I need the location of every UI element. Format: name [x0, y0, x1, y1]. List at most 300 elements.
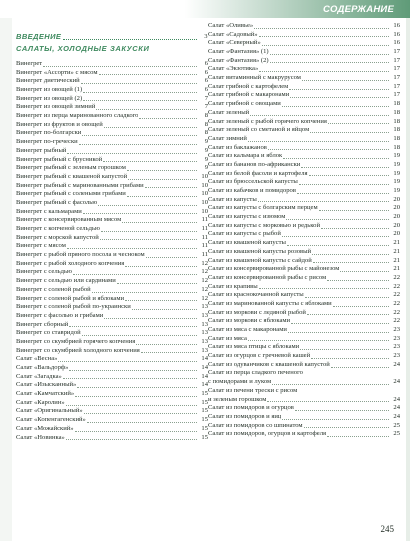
toc-entry-page: 14 — [201, 381, 208, 389]
toc-entry[interactable] — [208, 118, 400, 127]
toc-entry[interactable] — [208, 300, 400, 309]
dot-leader — [319, 210, 389, 211]
toc-entry[interactable] — [16, 216, 208, 225]
toc-entry-title: Салат из капусты с изюмом — [208, 213, 286, 221]
toc-entry-title: Салат из кабачков и помидоров — [208, 187, 296, 195]
toc-entry[interactable] — [16, 260, 208, 269]
toc-intro-title: ВВЕДЕНИЕ — [16, 32, 62, 41]
toc-entry-page: 16 — [393, 30, 400, 38]
toc-entry-title: Салат «Загадка» — [16, 372, 62, 380]
toc-entry-page: 18 — [393, 100, 400, 108]
toc-entry-page: 25 — [393, 430, 400, 438]
toc-entry-title: Салат зеленый — [208, 108, 250, 116]
toc-entry[interactable] — [16, 164, 208, 173]
toc-entry-title-continued: с помидорами и луком — [208, 378, 272, 386]
toc-entry[interactable] — [16, 234, 208, 243]
toc-entry-page: 14 — [201, 372, 208, 380]
dot-leader — [103, 161, 197, 162]
dot-leader — [290, 97, 389, 98]
toc-entry[interactable] — [16, 130, 208, 139]
dot-leader — [63, 39, 197, 40]
toc-entry[interactable] — [16, 364, 208, 373]
toc-entry-title: Салат витаминный с макрурусом — [208, 74, 301, 82]
toc-entry-page: 15 — [201, 416, 208, 424]
dot-leader — [300, 349, 389, 350]
toc-entry[interactable] — [208, 413, 400, 422]
dot-leader — [43, 66, 197, 67]
dot-leader — [66, 439, 197, 440]
toc-entry[interactable] — [16, 199, 208, 208]
toc-entry[interactable] — [208, 317, 400, 326]
dot-leader — [283, 158, 389, 159]
dot-leader — [288, 332, 389, 333]
toc-entry[interactable] — [208, 248, 400, 257]
dot-leader — [286, 219, 389, 220]
toc-entry[interactable] — [208, 404, 400, 413]
dot-leader — [311, 358, 389, 359]
toc-entry[interactable] — [16, 355, 208, 364]
toc-entry-title: Салат из помидоров и яиц — [208, 412, 282, 420]
toc-entry[interactable] — [16, 173, 208, 182]
toc-entry[interactable] — [16, 434, 208, 443]
toc-entry-page: 19 — [393, 152, 400, 160]
toc-entry-title: Винегрет рыбный с маринованными грибами — [16, 181, 144, 189]
dot-leader — [127, 196, 197, 197]
dot-leader — [96, 109, 197, 110]
toc-entry[interactable] — [208, 161, 400, 170]
toc-entry-title: Салат «Фантазия» (1) — [208, 48, 269, 56]
toc-entry-title: Салат из крапивы — [208, 282, 258, 290]
toc-entry-title: Салат «Садовый» — [208, 30, 258, 38]
toc-entry[interactable] — [208, 65, 400, 74]
dot-leader — [81, 83, 197, 84]
toc-entry[interactable] — [16, 251, 208, 260]
toc-entry-title: Винегрет из перца маринованного сладкого — [16, 112, 139, 120]
toc-entry-page: 25 — [393, 421, 400, 429]
dot-leader — [83, 100, 197, 101]
dot-leader — [117, 283, 197, 284]
toc-entry[interactable] — [16, 156, 208, 165]
dot-leader — [141, 352, 197, 353]
toc-entry-page: 23 — [393, 326, 400, 334]
toc-entry[interactable] — [208, 257, 400, 266]
dot-leader — [327, 436, 389, 437]
toc-entry[interactable] — [16, 225, 208, 234]
dot-leader — [67, 248, 197, 249]
toc-entry-continuation[interactable] — [208, 396, 400, 405]
dot-leader — [136, 344, 197, 345]
dot-leader — [307, 314, 389, 315]
dot-leader — [101, 231, 197, 232]
toc-entry-page: 21 — [393, 247, 400, 255]
toc-entry-page: 9 — [204, 146, 208, 154]
dot-leader — [327, 280, 389, 281]
toc-entry-page: 22 — [393, 291, 400, 299]
toc-entry[interactable] — [16, 416, 208, 425]
dot-leader — [69, 370, 197, 371]
toc-entry-page: 10 — [201, 190, 208, 198]
toc-entry-title: Салат зеленый со сметаной и яйцом — [208, 126, 310, 134]
toc-entry-title: Салат из брюссельской капусты — [208, 178, 298, 186]
dot-leader — [309, 175, 389, 176]
dot-leader — [331, 367, 389, 368]
dot-leader — [104, 127, 197, 128]
dot-leader — [291, 323, 389, 324]
toc-entry[interactable] — [208, 57, 400, 66]
toc-entry-page: 16 — [393, 39, 400, 47]
toc-entry[interactable] — [208, 430, 400, 439]
toc-entry[interactable] — [16, 112, 208, 121]
toc-entry[interactable] — [208, 370, 400, 379]
dot-leader — [77, 387, 197, 388]
toc-entry[interactable] — [208, 343, 400, 352]
toc-entry-title: Винегрет из фруктов и овощей — [16, 120, 103, 128]
toc-entry[interactable] — [208, 74, 400, 83]
toc-entry[interactable] — [208, 196, 400, 205]
dot-leader — [312, 254, 389, 255]
dot-leader — [122, 222, 197, 223]
toc-entry-title: Салат «Северный» — [208, 39, 261, 47]
dot-leader — [92, 292, 197, 293]
toc-entry-page: 12 — [201, 277, 208, 285]
toc-entry[interactable] — [208, 31, 400, 40]
dot-leader — [282, 106, 389, 107]
toc-left-column — [16, 32, 208, 442]
toc-entry[interactable] — [208, 178, 400, 187]
toc-entry-page: 18 — [393, 108, 400, 116]
toc-entry-page: 13 — [201, 311, 208, 319]
toc-entry[interactable] — [208, 83, 400, 92]
dot-leader — [83, 92, 197, 93]
toc-right-column — [208, 22, 400, 439]
dot-leader — [73, 274, 197, 275]
toc-entry-page: 24 — [393, 360, 400, 368]
dot-leader — [270, 62, 389, 63]
toc-entry[interactable] — [208, 170, 400, 179]
toc-entry[interactable] — [208, 283, 400, 292]
toc-entry[interactable] — [16, 303, 208, 312]
toc-entry-title: Салат из квашеной капусты с сайдой — [208, 256, 312, 264]
toc-entry-title: Салат грибной с картофелем — [208, 82, 289, 90]
toc-entry-page: 22 — [393, 299, 400, 307]
toc-entry[interactable] — [208, 204, 400, 213]
toc-entry-title: Салат из мяса с макаронами — [208, 326, 287, 334]
dot-leader — [302, 80, 389, 81]
toc-entry[interactable] — [16, 208, 208, 217]
toc-entry[interactable] — [208, 361, 400, 370]
toc-entry[interactable] — [16, 286, 208, 295]
dot-leader — [248, 141, 389, 142]
toc-entry-page: 9 — [204, 155, 208, 163]
toc-entry-title: Винегрет по-болгарски — [16, 129, 82, 137]
toc-entry-page: 13 — [201, 320, 208, 328]
toc-entry[interactable] — [16, 121, 208, 130]
toc-entry-page: 13 — [201, 346, 208, 354]
toc-entry-page: 12 — [201, 285, 208, 293]
toc-entry-title: Салат «Оливье» — [208, 21, 254, 29]
toc-entry[interactable] — [16, 103, 208, 112]
toc-entry-page: 11 — [201, 233, 208, 241]
toc-entry[interactable] — [16, 373, 208, 382]
dot-leader — [305, 297, 389, 298]
toc-entry-page: 10 — [201, 172, 208, 180]
toc-entry-title: Винегрет с сельдью — [16, 268, 72, 276]
toc-entry-page: 19 — [393, 169, 400, 177]
toc-entry[interactable] — [16, 295, 208, 304]
toc-entry[interactable] — [208, 100, 400, 109]
toc-entry[interactable] — [208, 309, 400, 318]
toc-entry[interactable] — [208, 291, 400, 300]
toc-entry-page: 7 — [204, 94, 208, 102]
toc-entry[interactable] — [16, 77, 208, 86]
toc-entry-title: Винегрет рыбный с брусникой — [16, 155, 103, 163]
toc-entry[interactable] — [208, 222, 400, 231]
toc-entry-title: Салат из краснокочанной капусты — [208, 291, 304, 299]
toc-entry-title: Салат из помидоров со шпинатом — [208, 421, 303, 429]
toc-entry-page: 23 — [393, 343, 400, 351]
dot-leader — [301, 167, 389, 168]
toc-entry-page: 8 — [204, 112, 208, 120]
toc-intro-entry[interactable] — [16, 32, 208, 42]
dot-leader — [100, 239, 197, 240]
toc-entry[interactable] — [208, 239, 400, 248]
toc-entry[interactable] — [208, 274, 400, 283]
toc-entry-title: Винегрет с сельдью или сардинами — [16, 277, 116, 285]
toc-entry-title: Винегрет с кальмарами — [16, 207, 82, 215]
toc-entry[interactable] — [208, 326, 400, 335]
toc-entry-page: 17 — [393, 65, 400, 73]
toc-entry-page: 15 — [201, 433, 208, 441]
toc-entry-page: 13 — [201, 329, 208, 337]
toc-entry-page: 9 — [204, 138, 208, 146]
dot-leader — [99, 74, 197, 75]
toc-entry-title: Салат из мяса птицы с яблоками — [208, 343, 300, 351]
toc-entry[interactable] — [16, 269, 208, 278]
toc-entry-page: 17 — [393, 56, 400, 64]
toc-entry[interactable] — [16, 425, 208, 434]
toc-entry-title: Винегрет с мясом — [16, 242, 66, 250]
dot-leader — [69, 326, 197, 327]
dot-leader — [67, 153, 197, 154]
dot-leader — [139, 118, 197, 119]
dot-leader — [125, 300, 197, 301]
toc-entry-page: 21 — [393, 265, 400, 273]
toc-entry-title: Салат из моркови с яблоками — [208, 317, 291, 325]
toc-entry[interactable] — [208, 335, 400, 344]
toc-entry-title: Винегрет — [16, 59, 43, 67]
toc-entry-page: 9 — [204, 164, 208, 172]
toc-entry-title: Салат «Копенгагенский» — [16, 416, 86, 424]
toc-entry[interactable] — [16, 182, 208, 191]
dot-leader — [82, 135, 197, 136]
toc-entry[interactable] — [16, 147, 208, 156]
toc-entry-title: Салат из бананов по-африкански — [208, 160, 301, 168]
toc-entry-title: Винегрет с рыбой пряного посола и чесноком — [16, 251, 145, 259]
section-heading: САЛАТЫ, ХОЛОДНЫЕ ЗАКУСКИ — [16, 44, 150, 53]
toc-entry[interactable] — [208, 48, 400, 57]
dot-leader — [272, 384, 389, 385]
toc-entry[interactable] — [208, 39, 400, 48]
toc-entry-title: Винегрет диетический — [16, 77, 80, 85]
toc-entry-page: 10 — [201, 198, 208, 206]
dot-leader — [313, 262, 389, 263]
toc-entry-page: 20 — [393, 204, 400, 212]
toc-entry-page: 20 — [393, 195, 400, 203]
toc-entry-page: 22 — [393, 317, 400, 325]
toc-entry[interactable] — [208, 92, 400, 101]
toc-entry[interactable] — [208, 213, 400, 222]
toc-entry-page: 18 — [393, 143, 400, 151]
toc-entry-title: Салат из капусты — [208, 195, 257, 203]
toc-entry[interactable] — [208, 152, 400, 161]
toc-entry-title: Винегрет с соленой рыбой — [16, 285, 91, 293]
toc-entry[interactable] — [16, 312, 208, 321]
toc-entry[interactable] — [208, 231, 400, 240]
toc-entry-title: Салат «Изысканный» — [16, 381, 77, 389]
toc-entry-continuation[interactable] — [208, 378, 400, 387]
toc-entry-page: 17 — [393, 74, 400, 82]
toc-entry-page: 12 — [201, 268, 208, 276]
page-number: 245 — [380, 524, 394, 534]
toc-entry-title: Салат «Весна» — [16, 355, 58, 363]
toc-entry[interactable] — [16, 138, 208, 147]
dot-leader — [282, 236, 389, 237]
toc-entry[interactable] — [208, 187, 400, 196]
toc-entry-title: Салат из баклажанов — [208, 143, 267, 151]
toc-entry-title: Винегрет сборный — [16, 320, 69, 328]
toc-entry-title: Винегрет по-гречески — [16, 138, 78, 146]
toc-entry[interactable] — [16, 347, 208, 356]
dot-leader — [82, 335, 197, 336]
toc-entry-title: Салат зеленый с рыбой горячего копчения — [208, 117, 327, 125]
toc-entry[interactable] — [16, 399, 208, 408]
dot-leader — [328, 123, 389, 124]
toc-entry-title: Винегрет со ставридой — [16, 329, 81, 337]
toc-entry-title: Винегрет с рыбой холодного копчения — [16, 259, 125, 267]
toc-entry[interactable] — [16, 381, 208, 390]
toc-entry-title: Винегрет с морской капустой — [16, 233, 99, 241]
toc-entry-page: 10 — [201, 207, 208, 215]
toc-entry[interactable] — [16, 338, 208, 347]
toc-entry-page: 24 — [393, 378, 400, 386]
toc-entry-title: Винегрет из овощей (2) — [16, 94, 83, 102]
dot-leader — [295, 410, 389, 411]
toc-entry[interactable] — [208, 144, 400, 153]
toc-entry[interactable] — [208, 126, 400, 135]
toc-entry-page: 13 — [201, 303, 208, 311]
toc-entry[interactable] — [16, 321, 208, 330]
toc-entry-title: Салат из моркови с ледяной рыбой — [208, 308, 306, 316]
toc-entry-title: Салат из мяса — [208, 334, 247, 342]
toc-entry-page: 19 — [393, 178, 400, 186]
toc-entry-page: 6 — [204, 68, 208, 76]
toc-entry-page: 6 — [204, 77, 208, 85]
toc-entry[interactable] — [208, 265, 400, 274]
toc-entry-page: 21 — [393, 256, 400, 264]
toc-entry-title: Салат из белой фасоли и картофеля — [208, 169, 308, 177]
toc-entry-page: 18 — [393, 126, 400, 134]
toc-entry[interactable] — [208, 109, 400, 118]
toc-entry-page: 15 — [201, 407, 208, 415]
toc-entry[interactable] — [16, 86, 208, 95]
dot-leader — [282, 419, 389, 420]
toc-entry-page: 11 — [201, 242, 208, 250]
dot-leader — [310, 132, 389, 133]
toc-entry[interactable] — [16, 95, 208, 104]
toc-entry[interactable] — [208, 135, 400, 144]
toc-entry-title: Винегрет с соленой рыбой и яблоками — [16, 294, 125, 302]
toc-entry-page: 15 — [201, 424, 208, 432]
toc-entry-title: Салат из консервированной рыбы с рисом — [208, 273, 327, 281]
toc-entry-title: Салат «Новинка» — [16, 433, 65, 441]
toc-entry-title: Салат зимний — [208, 134, 247, 142]
toc-entry-title: Салат из маринованной капусты с яблоками — [208, 299, 332, 307]
toc-entry-page: 23 — [393, 352, 400, 360]
toc-entry-title: Винегрет из овощей зимний — [16, 103, 96, 111]
toc-entry-page: 11 — [201, 216, 208, 224]
toc-entry-page: 23 — [393, 334, 400, 342]
toc-entry-page: 21 — [393, 239, 400, 247]
toc-entry[interactable] — [16, 190, 208, 199]
toc-entry-title: Винегрет из овощей (1) — [16, 86, 83, 94]
toc-entry-page: 20 — [393, 221, 400, 229]
toc-entry[interactable] — [16, 329, 208, 338]
toc-entry-page: 24 — [393, 404, 400, 412]
toc-entry[interactable] — [16, 277, 208, 286]
toc-entry-title: Салат из печени трески с рисом — [208, 386, 298, 394]
dot-leader — [262, 45, 389, 46]
dot-leader — [145, 187, 197, 188]
toc-intro-page: 3 — [204, 33, 208, 40]
toc-entry[interactable] — [208, 387, 400, 396]
toc-entry-title: Салат из перца сладкого печеного — [208, 369, 303, 377]
toc-entry-title: Салат «Экзотика» — [208, 65, 259, 73]
toc-entry-title: Винегрет со скумбрией горячего копчения — [16, 337, 136, 345]
toc-entry-title: Салат из помидоров, огурцов и картофеля — [208, 430, 327, 438]
toc-entry-title: Салат «Камчатский» — [16, 390, 75, 398]
toc-entry[interactable] — [208, 352, 400, 361]
dot-leader — [58, 361, 197, 362]
toc-entry-page: 22 — [393, 308, 400, 316]
page-header-title: СОДЕРЖАНИЕ — [323, 4, 394, 15]
dot-leader — [259, 288, 389, 289]
toc-entry[interactable] — [208, 422, 400, 431]
toc-entry-page: 12 — [201, 259, 208, 267]
toc-entry-page: 13 — [201, 337, 208, 345]
toc-entry-page: 17 — [393, 82, 400, 90]
toc-entry[interactable] — [16, 69, 208, 78]
dot-leader — [66, 405, 197, 406]
toc-entry[interactable] — [16, 242, 208, 251]
toc-entry-title: Салат из квашеной капусты розовый — [208, 247, 312, 255]
toc-entry-page: 8 — [204, 120, 208, 128]
toc-entry-title: Салат из капусты с болгарским перцем — [208, 204, 318, 212]
toc-entry-title: Салат из капусты с рыбой — [208, 230, 281, 238]
dot-leader — [340, 271, 389, 272]
dot-leader — [297, 193, 389, 194]
toc-entry[interactable] — [208, 22, 400, 31]
toc-entry-page: 22 — [393, 282, 400, 290]
toc-entry-title: Салат из помидоров и огурцов — [208, 404, 294, 412]
dot-leader — [270, 54, 389, 55]
toc-entry[interactable] — [16, 408, 208, 417]
toc-entry[interactable] — [16, 60, 208, 69]
dot-leader — [333, 306, 389, 307]
dot-leader — [259, 71, 389, 72]
dot-leader — [75, 396, 197, 397]
toc-entry[interactable] — [16, 390, 208, 399]
toc-entry-title: Салат «Фантазия» (2) — [208, 56, 269, 64]
